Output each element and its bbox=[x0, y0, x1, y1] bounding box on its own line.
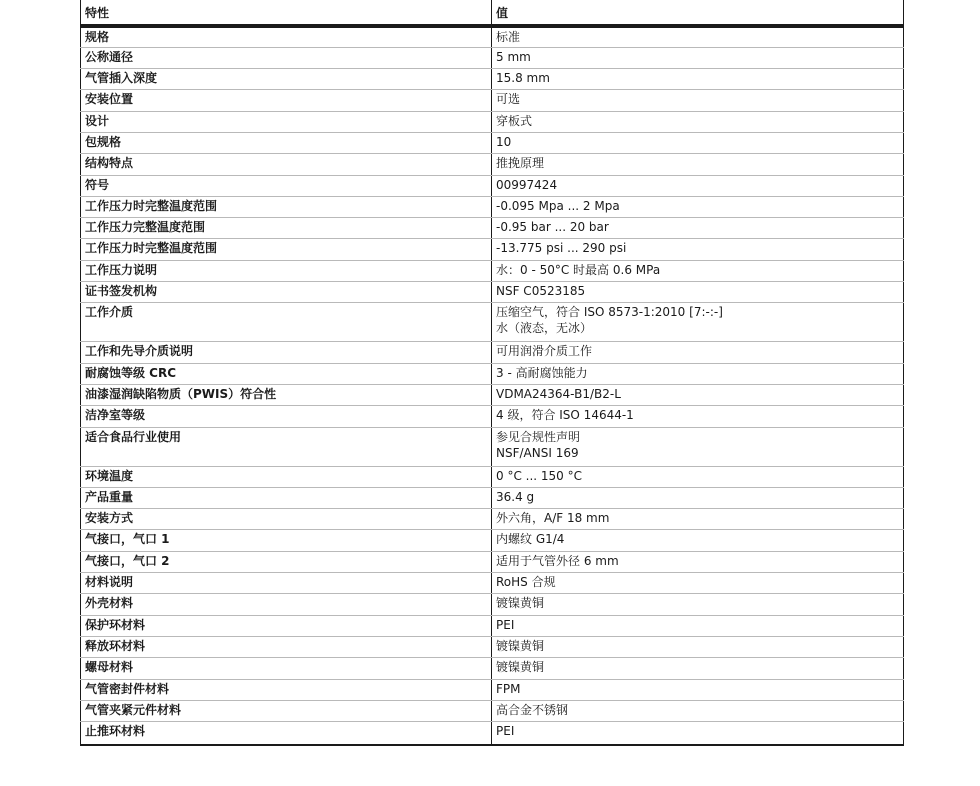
row-label: 气接口，气口 2 bbox=[81, 551, 492, 572]
table-row bbox=[81, 722, 904, 745]
row-label: 外壳材料 bbox=[81, 594, 492, 615]
header-row bbox=[81, 0, 904, 26]
row-label: 洁净室等级 bbox=[81, 406, 492, 427]
row-value: RoHS 合规 bbox=[492, 573, 904, 594]
row-label: 产品重量 bbox=[81, 487, 492, 508]
row-label: 材料说明 bbox=[81, 573, 492, 594]
table-row bbox=[81, 69, 904, 90]
table-row bbox=[81, 363, 904, 384]
row-label: 工作压力时完整温度范围 bbox=[81, 196, 492, 217]
row-value-line2: 水（液态，无冰） bbox=[496, 321, 593, 336]
row-value: 15.8 mm bbox=[492, 69, 904, 90]
table-row bbox=[81, 573, 904, 594]
table-row bbox=[81, 615, 904, 636]
row-value: NSF C0523185 bbox=[492, 282, 904, 303]
row-value: -0.095 Mpa ... 2 Mpa bbox=[492, 196, 904, 217]
row-label: 释放环材料 bbox=[81, 636, 492, 657]
table-row bbox=[81, 260, 904, 281]
row-value: 5 mm bbox=[492, 47, 904, 68]
table-row bbox=[81, 406, 904, 427]
row-value: 外六角，A/F 18 mm bbox=[492, 509, 904, 530]
row-value: 标准 bbox=[492, 26, 904, 47]
table-row bbox=[81, 427, 904, 466]
row-label: 证书签发机构 bbox=[81, 282, 492, 303]
row-value: 压缩空气，符合 ISO 8573-1:2010 [7:-:-] bbox=[496, 305, 723, 320]
row-value: 适用于气管外径 6 mm bbox=[492, 551, 904, 572]
header-property: 特性 bbox=[81, 0, 492, 26]
row-label: 耐腐蚀等级 CRC bbox=[81, 363, 492, 384]
row-value: -0.95 bar ... 20 bar bbox=[492, 218, 904, 239]
table-row bbox=[81, 303, 904, 342]
table-row bbox=[81, 175, 904, 196]
row-value: 36.4 g bbox=[492, 487, 904, 508]
row-label: 工作压力说明 bbox=[81, 260, 492, 281]
table-row bbox=[81, 636, 904, 657]
row-value: 0 °C ... 150 °C bbox=[492, 466, 904, 487]
row-label: 设计 bbox=[81, 111, 492, 132]
table-row bbox=[81, 594, 904, 615]
row-value: 推挽原理 bbox=[492, 154, 904, 175]
table-row bbox=[81, 487, 904, 508]
row-value-line2: NSF/ANSI 169 bbox=[496, 445, 579, 460]
row-value: 可选 bbox=[492, 90, 904, 111]
row-value: 高合金不锈钢 bbox=[492, 700, 904, 721]
row-label: 油漆湿润缺陷物质（PWIS）符合性 bbox=[81, 384, 492, 405]
row-label: 包规格 bbox=[81, 132, 492, 153]
table-row bbox=[81, 658, 904, 679]
table-row bbox=[81, 111, 904, 132]
row-value: 4 级，符合 ISO 14644-1 bbox=[492, 406, 904, 427]
row-label: 工作压力完整温度范围 bbox=[81, 218, 492, 239]
row-label: 符号 bbox=[81, 175, 492, 196]
table-row bbox=[81, 196, 904, 217]
row-value-multiline bbox=[492, 303, 904, 342]
table-row bbox=[81, 154, 904, 175]
row-value: -13.775 psi ... 290 psi bbox=[492, 239, 904, 260]
row-value: 镀镍黄铜 bbox=[492, 658, 904, 679]
table-row bbox=[81, 551, 904, 572]
row-value: FPM bbox=[492, 679, 904, 700]
row-label: 工作介质 bbox=[81, 303, 492, 342]
table-row bbox=[81, 239, 904, 260]
table-row bbox=[81, 26, 904, 47]
row-value: PEI bbox=[492, 722, 904, 745]
spec-table bbox=[80, 0, 904, 746]
table-row bbox=[81, 530, 904, 551]
table-row bbox=[81, 466, 904, 487]
table-row bbox=[81, 218, 904, 239]
row-value: 镀镍黄铜 bbox=[492, 594, 904, 615]
row-label: 螺母材料 bbox=[81, 658, 492, 679]
table-row bbox=[81, 342, 904, 363]
row-value: 10 bbox=[492, 132, 904, 153]
row-label: 气管夹紧元件材料 bbox=[81, 700, 492, 721]
row-value: PEI bbox=[492, 615, 904, 636]
table-row bbox=[81, 90, 904, 111]
row-value: 参见合规性声明 bbox=[496, 429, 581, 444]
row-value: 水：0 - 50°C 时最高 0.6 MPa bbox=[492, 260, 904, 281]
table-row bbox=[81, 282, 904, 303]
row-value: VDMA24364-B1/B2-L bbox=[492, 384, 904, 405]
row-label: 结构特点 bbox=[81, 154, 492, 175]
row-value: 穿板式 bbox=[492, 111, 904, 132]
row-label: 规格 bbox=[81, 26, 492, 47]
row-label: 适合食品行业使用 bbox=[81, 427, 492, 466]
table-row bbox=[81, 679, 904, 700]
row-value: 3 - 高耐腐蚀能力 bbox=[492, 363, 904, 384]
row-label: 气管插入深度 bbox=[81, 69, 492, 90]
row-label: 气管密封件材料 bbox=[81, 679, 492, 700]
row-value: 内螺纹 G1/4 bbox=[492, 530, 904, 551]
row-value: 可用润滑介质工作 bbox=[492, 342, 904, 363]
table-row bbox=[81, 700, 904, 721]
table-row bbox=[81, 384, 904, 405]
table-row bbox=[81, 132, 904, 153]
row-label: 止推环材料 bbox=[81, 722, 492, 745]
header-value: 值 bbox=[492, 0, 904, 26]
row-label: 安装方式 bbox=[81, 509, 492, 530]
row-label: 气接口，气口 1 bbox=[81, 530, 492, 551]
table-row bbox=[81, 509, 904, 530]
row-value: 00997424 bbox=[492, 175, 904, 196]
row-label: 保护环材料 bbox=[81, 615, 492, 636]
table-row bbox=[81, 47, 904, 68]
row-label: 工作和先导介质说明 bbox=[81, 342, 492, 363]
row-label: 安装位置 bbox=[81, 90, 492, 111]
row-label: 工作压力时完整温度范围 bbox=[81, 239, 492, 260]
row-value-multiline bbox=[492, 427, 904, 466]
row-label: 公称通径 bbox=[81, 47, 492, 68]
row-value: 镀镍黄铜 bbox=[492, 636, 904, 657]
row-label: 环境温度 bbox=[81, 466, 492, 487]
